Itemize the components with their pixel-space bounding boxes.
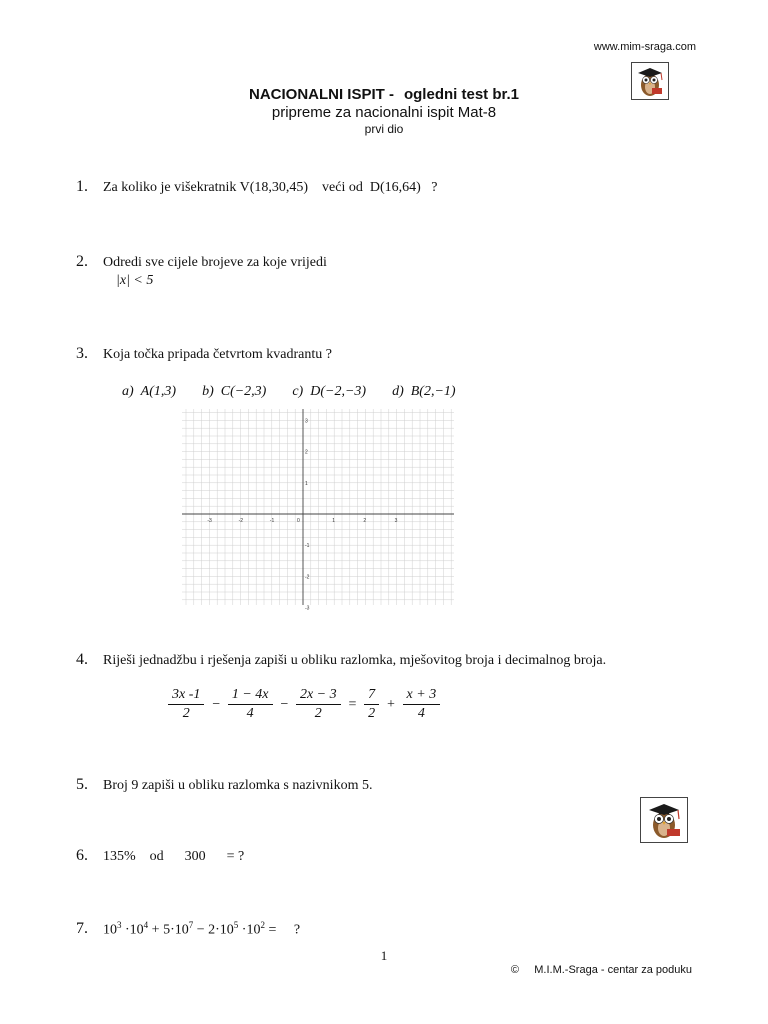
option-d-point: B(2,−1) [410, 384, 456, 399]
question-7-expression: $10^3 \cdot 10^4 + 5\cdot 10^7 - 2\cdot 10^5 \cdot 10^2$ = ? [103, 920, 301, 938]
page-title [0, 86, 768, 104]
question-1-number: 1. [76, 178, 88, 195]
option-a-letter: a) [122, 384, 134, 399]
option-b-point: C(−2,3) [220, 384, 267, 399]
fraction-5-denominator: 4 [417, 706, 425, 721]
question-3-text: Koja točka pripada četvrtom kvadrantu ? [103, 347, 332, 362]
operator-2: − [279, 696, 289, 712]
fraction-5-numerator: x + 3 [403, 686, 441, 705]
fraction-3 [296, 686, 341, 723]
option-b [202, 384, 266, 400]
part-label: prvi dio [364, 122, 404, 136]
y-tick-label: -2 [305, 574, 310, 581]
question-3-number: 3. [76, 345, 88, 362]
coordinate-grid [182, 409, 454, 612]
title-rest-text: ogledni test br.1 [403, 86, 520, 103]
fraction-3-numerator: 2x − 3 [296, 686, 341, 705]
y-tick-label: 3 [305, 418, 308, 425]
question-2-inequality: |x| < 5 [116, 273, 154, 288]
option-d-letter: d) [392, 384, 404, 399]
question-4-number: 4. [76, 651, 88, 668]
footer-copyright: © M.I.M.-Sraga - centar za poduku [510, 964, 692, 976]
fraction-2-numerator: 1 − 4x [228, 686, 273, 705]
x-tick-label: 2 [363, 518, 367, 524]
option-b-letter: b) [202, 384, 214, 399]
title-text: NACIONALNI ISPIT - [248, 86, 394, 103]
question-7-mark: ? [293, 922, 301, 938]
fraction-2-denominator: 4 [246, 706, 254, 721]
page-number: 1 [380, 948, 388, 963]
x-tick-label: 1 [332, 518, 335, 524]
question-7-number: 7. [76, 920, 88, 937]
fraction-4-numerator: 7 [364, 686, 379, 705]
option-d [392, 384, 456, 400]
fraction-2 [228, 686, 273, 723]
question-2-text: Odredi sve cijele brojeve za koje vrijedi [103, 255, 327, 270]
question-4-equation [168, 686, 440, 723]
fraction-1 [168, 686, 204, 723]
x-tick-label: -2 [238, 518, 244, 524]
y-tick-label: 1 [305, 480, 308, 487]
question-3-options [122, 382, 478, 400]
x-tick-label: 0 [297, 518, 300, 524]
option-c-letter: c) [292, 384, 304, 399]
y-tick-label: -1 [305, 543, 310, 550]
option-a-point: A(1,3) [140, 384, 177, 399]
y-tick-label: -3 [305, 605, 310, 612]
title-block [0, 86, 768, 137]
owl-graduate-icon [640, 797, 688, 843]
question-4-text: Riješi jednadžbu i rješenja zapiši u obliku razlomka, mješovitog broja i decimalnog broja. [103, 653, 607, 668]
y-tick-label: 2 [305, 449, 308, 456]
fraction-1-denominator: 2 [182, 706, 190, 721]
coordinate-grid-svg [182, 409, 454, 612]
fraction-4-denominator: 2 [368, 706, 376, 721]
website-url: www.mim-sraga.com [593, 41, 696, 53]
x-tick-label: -3 [207, 518, 212, 524]
page-subtitle: pripreme za nacionalni ispit Mat-8 [271, 104, 497, 121]
fraction-3-denominator: 2 [314, 706, 322, 721]
option-c-point: D(−2,−3) [310, 384, 367, 399]
fraction-1-numerator: 3x -1 [168, 686, 204, 705]
x-tick-label: 3 [394, 518, 398, 524]
x-tick-label: -1 [269, 518, 275, 524]
question-5-number: 5. [76, 776, 88, 793]
question-5-text: Broj 9 zapiši u obliku razlomka s nazivnikom 5. [103, 778, 373, 793]
option-c [292, 384, 366, 400]
question-6-text: 135% od 300 = ? [103, 849, 245, 864]
operator-3: = [347, 696, 358, 712]
question-1-text: Za koliko je višekratnik V(18,30,45) veći od D(16,64) ? [103, 180, 438, 195]
operator-4: + [386, 696, 396, 712]
fraction-5 [403, 686, 441, 723]
fraction-4 [364, 686, 379, 723]
question-6-number: 6. [76, 847, 88, 864]
question-2-number: 2. [76, 253, 88, 270]
operator-1: − [211, 696, 221, 712]
option-a [122, 384, 176, 400]
